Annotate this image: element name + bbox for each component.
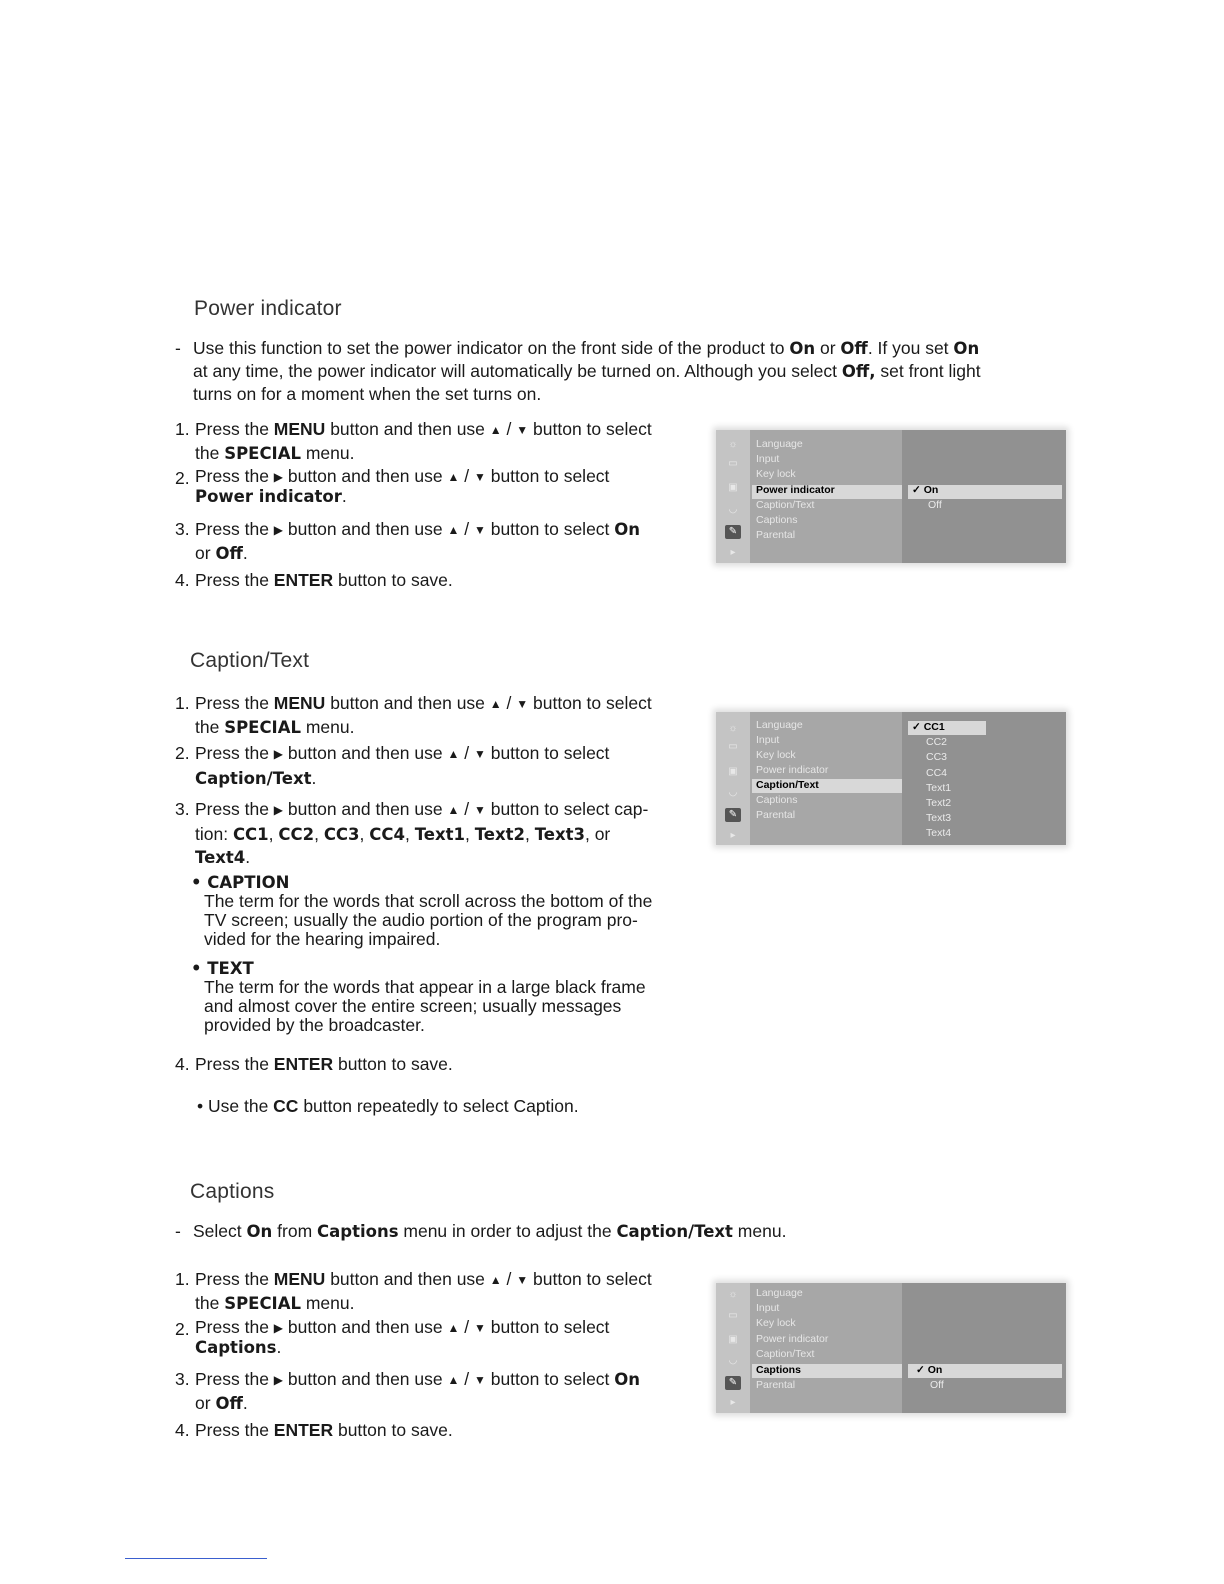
section-title-caption-text: Caption/Text — [190, 649, 310, 672]
keyword-caption-text: Caption/Text — [616, 1222, 733, 1241]
keyword-on: On — [614, 1370, 641, 1389]
text: . — [276, 1337, 282, 1357]
text: / — [459, 466, 474, 486]
text: button to save. — [333, 1420, 453, 1440]
keyword-enter: ENTER — [273, 570, 334, 590]
osd-option-cc3[interactable]: CC3 — [926, 751, 948, 763]
text: . — [341, 486, 347, 506]
osd-item-power-indicator[interactable]: Power indicator — [756, 484, 835, 496]
step-1 — [175, 418, 705, 462]
text: button to select — [485, 1369, 615, 1389]
text: provided by the broadcaster. — [204, 1015, 425, 1035]
text: button to select — [528, 1269, 652, 1289]
text: / — [501, 419, 517, 439]
keyword-captions: Captions — [317, 1222, 399, 1241]
keyword-on: On — [789, 339, 816, 358]
keyword-text3: Text3 — [534, 825, 585, 844]
osd-option-off[interactable]: Off — [930, 1379, 944, 1391]
text: button and then use — [325, 1269, 490, 1289]
up-arrow-icon: ▲ — [447, 523, 460, 537]
keyword-cc4: CC4 — [369, 825, 405, 844]
up-arrow-icon: ▲ — [447, 1321, 460, 1335]
down-arrow-icon: ▼ — [473, 470, 486, 484]
step-number: 4. — [175, 1420, 190, 1440]
text: button and then use — [283, 1369, 448, 1389]
text: Press the — [195, 743, 274, 763]
text: Press the — [195, 570, 274, 590]
special-icon: ✎ — [725, 525, 741, 539]
keyword-text2: Text2 — [474, 825, 525, 844]
text: the — [195, 1293, 225, 1313]
osd-item-caption-text[interactable]: Caption/Text — [756, 499, 815, 511]
text: / — [501, 693, 517, 713]
keyword-special: SPECIAL — [224, 718, 301, 737]
up-arrow-icon: ▲ — [489, 697, 502, 711]
keyword-enter: ENTER — [273, 1420, 334, 1440]
screen-icon: ▸ — [730, 830, 736, 841]
step-number: 2. — [175, 468, 190, 488]
osd-item-key-lock[interactable]: Key lock — [756, 468, 796, 480]
picture-icon: ☼ — [728, 1289, 738, 1300]
keyword-on: On — [246, 1222, 273, 1241]
text: button and then use — [325, 693, 490, 713]
text: button and then use — [283, 466, 448, 486]
sound-icon: ▭ — [728, 1310, 738, 1321]
text: Press the — [195, 1054, 274, 1074]
keyword-menu: MENU — [273, 693, 326, 713]
text: . — [311, 768, 317, 788]
text: Press the — [195, 519, 274, 539]
text: Press the — [195, 1317, 274, 1337]
osd-options-panel — [902, 1283, 1066, 1413]
text: Press the — [195, 419, 274, 439]
osd-item-caption-text[interactable]: Caption/Text — [756, 779, 819, 791]
up-arrow-icon: ▲ — [447, 470, 460, 484]
sound-icon: ▭ — [728, 458, 738, 469]
text: menu. — [300, 443, 355, 463]
osd-menu-power-indicator — [716, 430, 1066, 563]
screen-icon: ▸ — [730, 1397, 736, 1408]
caption-note-heading: • CAPTION — [191, 873, 290, 892]
text: tion: — [195, 824, 233, 844]
keyword-cc3: CC3 — [323, 825, 360, 844]
text: Press the — [195, 1269, 274, 1289]
text: , — [359, 824, 370, 844]
osd-item-captions[interactable]: Captions — [756, 514, 798, 526]
text-note-heading: • TEXT — [191, 959, 254, 978]
keyword-off: Off — [215, 544, 243, 563]
text: Select — [193, 1221, 247, 1241]
text: . If you set — [867, 338, 954, 358]
keyword-menu: MENU — [273, 419, 326, 439]
step-1 — [175, 692, 705, 736]
captions-intro — [175, 1220, 1075, 1243]
osd-item-parental[interactable]: Parental — [756, 809, 796, 821]
text: menu. — [732, 1221, 787, 1241]
osd-option-off[interactable]: Off — [928, 499, 942, 511]
text: menu. — [300, 1293, 355, 1313]
text: from — [272, 1221, 318, 1241]
keyword-caption-text: Caption/Text — [195, 769, 312, 788]
osd-item-key-lock[interactable]: Key lock — [756, 1317, 796, 1329]
section-title-captions: Captions — [190, 1180, 275, 1203]
text: The term for the words that scroll across the bottom of the — [204, 891, 653, 911]
text: Use this function to set the power indicator on the front side of the product to — [193, 338, 790, 358]
text: TV screen; usually the audio portion of the program pro- — [204, 910, 638, 930]
text: button and then use — [283, 743, 448, 763]
bullet-dash: - — [175, 1221, 181, 1241]
text-definition — [191, 959, 711, 1035]
keyword-enter: ENTER — [273, 1054, 334, 1074]
right-arrow-icon: ▶ — [273, 470, 284, 484]
text: button to select — [485, 743, 610, 763]
keyword-on: On — [953, 339, 980, 358]
step-1 — [175, 1268, 705, 1312]
step-number: 3. — [175, 1369, 190, 1389]
setup-icon: ◡ — [728, 1355, 738, 1366]
keyword-special: SPECIAL — [224, 444, 301, 463]
footer-divider — [125, 1558, 267, 1559]
text: menu in order to adjust the — [398, 1221, 617, 1241]
keyword-captions: Captions — [195, 1338, 277, 1357]
keyword-cc2: CC2 — [278, 825, 315, 844]
setup-icon: ◡ — [728, 504, 738, 515]
text: , — [464, 824, 475, 844]
text: button to select cap- — [485, 799, 649, 819]
down-arrow-icon: ▼ — [516, 697, 529, 711]
text: , — [404, 824, 415, 844]
text: the — [195, 443, 225, 463]
keyword-off: Off, — [841, 362, 876, 381]
osd-item-captions[interactable]: Captions — [756, 1364, 801, 1376]
text: The term for the words that appear in a large black frame — [204, 977, 646, 997]
down-arrow-icon: ▼ — [473, 803, 486, 817]
up-arrow-icon: ▲ — [447, 803, 460, 817]
text: at any time, the power indicator will automatically be turned on. Although you select — [193, 361, 842, 381]
text: / — [459, 1317, 474, 1337]
text: button and then use — [283, 519, 448, 539]
caption-definition — [191, 873, 711, 949]
text: Press the — [195, 1369, 274, 1389]
text: button to select — [485, 466, 610, 486]
osd-item-captions[interactable]: Captions — [756, 794, 798, 806]
osd-option-cc2[interactable]: CC2 — [926, 736, 948, 748]
power-intro — [175, 337, 1075, 405]
step-number: 4. — [175, 1054, 190, 1074]
osd-option-text4[interactable]: Text4 — [926, 827, 952, 839]
keyword-off: Off — [215, 1394, 243, 1413]
keyword-special: SPECIAL — [224, 1294, 301, 1313]
down-arrow-icon: ▼ — [473, 1373, 486, 1387]
osd-item-language[interactable]: Language — [756, 438, 803, 450]
text: button to select — [528, 693, 652, 713]
text: / — [459, 743, 474, 763]
keyword-cc: CC — [273, 1096, 299, 1116]
step-number: 4. — [175, 570, 190, 590]
step-3 — [175, 518, 705, 562]
text: button and then use — [283, 799, 448, 819]
step-number: 3. — [175, 519, 190, 539]
text: button to save. — [333, 1054, 453, 1074]
up-arrow-icon: ▲ — [489, 423, 502, 437]
keyword-power-indicator: Power indicator — [195, 487, 342, 506]
step-2 — [175, 1318, 705, 1362]
text: / — [459, 799, 474, 819]
down-arrow-icon: ▼ — [473, 747, 486, 761]
osd-option-text3[interactable]: Text3 — [926, 812, 952, 824]
right-arrow-icon: ▶ — [273, 1321, 284, 1335]
osd-option-cc4[interactable]: CC4 — [926, 767, 948, 779]
picture-icon: ☼ — [728, 439, 738, 450]
osd-icon-bar — [716, 1283, 750, 1413]
text: , — [268, 824, 279, 844]
text: button to select — [485, 519, 615, 539]
osd-item-language[interactable]: Language — [756, 1287, 803, 1299]
text: / — [459, 1369, 474, 1389]
keyword-text1: Text1 — [414, 825, 465, 844]
picture-icon: ☼ — [728, 723, 738, 734]
special-icon: ✎ — [725, 808, 741, 822]
step-number: 1. — [175, 1269, 190, 1289]
down-arrow-icon: ▼ — [516, 1273, 529, 1287]
text: and almost cover the entire screen; usually messages — [204, 996, 622, 1016]
up-arrow-icon: ▲ — [489, 1273, 502, 1287]
bullet-dash: - — [175, 338, 181, 358]
text: or — [815, 338, 841, 358]
down-arrow-icon: ▼ — [473, 1321, 486, 1335]
down-arrow-icon: ▼ — [516, 423, 529, 437]
osd-item-power-indicator[interactable]: Power indicator — [756, 1333, 829, 1345]
text: button to select — [528, 419, 652, 439]
time-icon: ▣ — [728, 766, 738, 777]
osd-item-power-indicator[interactable]: Power indicator — [756, 764, 829, 776]
right-arrow-icon: ▶ — [273, 523, 284, 537]
text: set front light — [875, 361, 981, 381]
text: button to select — [485, 1317, 610, 1337]
text: Press the — [195, 799, 274, 819]
text: • Use the — [197, 1096, 274, 1116]
text: / — [501, 1269, 517, 1289]
text: turns on for a moment when the set turns on. — [193, 384, 542, 404]
step-number: 3. — [175, 799, 190, 819]
section-title-power-indicator: Power indicator — [194, 297, 342, 320]
step-number: 2. — [175, 743, 190, 763]
cc-button-note — [197, 1095, 579, 1117]
time-icon: ▣ — [728, 1334, 738, 1345]
text: , — [314, 824, 324, 844]
osd-option-cc1[interactable]: ✓ CC1 — [912, 721, 945, 733]
right-arrow-icon: ▶ — [273, 1373, 284, 1387]
text: / — [459, 519, 474, 539]
osd-icon-bar — [716, 712, 750, 845]
text: . — [242, 1393, 248, 1413]
right-arrow-icon: ▶ — [273, 803, 284, 817]
osd-menu-captions — [716, 1283, 1066, 1413]
up-arrow-icon: ▲ — [447, 747, 460, 761]
text: the — [195, 717, 225, 737]
osd-option-on[interactable]: ✓ On — [916, 1364, 943, 1376]
text: vided for the hearing impaired. — [204, 929, 441, 949]
text: . — [242, 543, 248, 563]
sound-icon: ▭ — [728, 741, 738, 752]
step-number: 1. — [175, 693, 190, 713]
osd-item-input[interactable]: Input — [756, 734, 780, 746]
keyword-text4: Text4 — [195, 848, 246, 867]
osd-menu-caption-text — [716, 712, 1066, 845]
osd-option-text1[interactable]: Text1 — [926, 782, 952, 794]
text: menu. — [300, 717, 355, 737]
text: Press the — [195, 693, 274, 713]
text: button repeatedly to select Caption. — [298, 1096, 579, 1116]
step-3 — [175, 1368, 705, 1412]
osd-item-parental[interactable]: Parental — [756, 1379, 796, 1391]
osd-item-parental[interactable]: Parental — [756, 529, 796, 541]
osd-item-input[interactable]: Input — [756, 453, 780, 465]
step-number: 1. — [175, 419, 190, 439]
osd-option-text2[interactable]: Text2 — [926, 797, 952, 809]
text: or — [195, 1393, 216, 1413]
keyword-menu: MENU — [273, 1269, 326, 1289]
osd-item-key-lock[interactable]: Key lock — [756, 749, 796, 761]
osd-item-language[interactable]: Language — [756, 719, 803, 731]
step-2 — [175, 467, 705, 511]
text: button to save. — [333, 570, 453, 590]
text: button and then use — [325, 419, 490, 439]
time-icon: ▣ — [728, 482, 738, 493]
down-arrow-icon: ▼ — [473, 523, 486, 537]
screen-icon: ▸ — [730, 547, 736, 558]
text: Press the — [195, 466, 274, 486]
osd-item-caption-text[interactable]: Caption/Text — [756, 1348, 815, 1360]
text: Press the — [195, 1420, 274, 1440]
osd-item-input[interactable]: Input — [756, 1302, 780, 1314]
special-icon: ✎ — [725, 1376, 741, 1390]
text: , — [524, 824, 535, 844]
text: or — [195, 543, 216, 563]
text: . — [245, 847, 251, 867]
keyword-cc1: CC1 — [232, 825, 269, 844]
up-arrow-icon: ▲ — [447, 1373, 460, 1387]
keyword-on: On — [614, 520, 641, 539]
text: , or — [584, 824, 611, 844]
right-arrow-icon: ▶ — [273, 747, 284, 761]
step-2 — [175, 742, 705, 788]
text: button and then use — [283, 1317, 448, 1337]
osd-icon-bar — [716, 430, 750, 563]
step-number: 2. — [175, 1319, 190, 1339]
osd-option-on[interactable]: ✓ On — [912, 484, 939, 496]
setup-icon: ◡ — [728, 787, 738, 798]
keyword-off: Off — [840, 339, 868, 358]
